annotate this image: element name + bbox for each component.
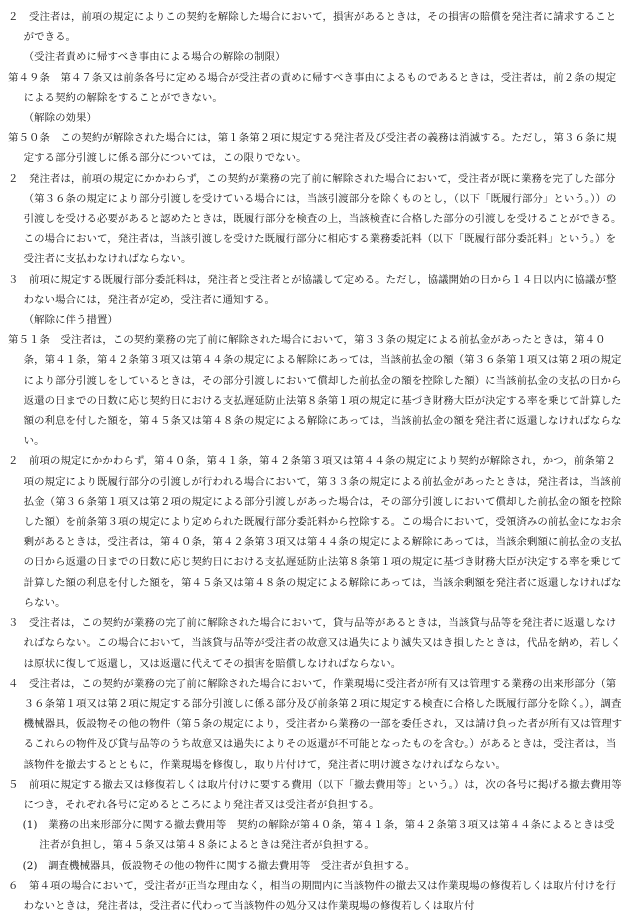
caption-article-50: （解除の効果） xyxy=(23,112,98,125)
article-51-item-2: (2) 調査機械器具，仮設物その他の物件に関する撤去費用等 受注者が負担する。 xyxy=(22,859,416,872)
article-50-para-2: ２ 発注者は，前項の規定にかかわらず，この契約が業務の完了前に解除された場合において，受注者が既に業務を完了した部分（第３６条の規定により部分引渡しを受けている場合には，当該引渡部分を除くものとし，（以下「既履行部分」という。））の引渡しを受ける必要があると認めたときは，既履行部分を検査の上，当該検査に合格した部分の引渡しを受けることができる。この場合において，発注者は，当該引渡しを受けた既履行部分に相応する業務委託料（以下「既履行部分委託料」という。）を受注者に支払わなければならない。 xyxy=(8,172,622,266)
paragraph-48-2: ２ 受注者は，前項の規定によりこの契約を解除した場合において，損害があるときは，その損害の賠償を発注者に請求することができる。 xyxy=(8,11,617,44)
article-51: 第５１条 受注者は，この契約業務の完了前に解除された場合において，第３３条の規定による前払金があったときは，第４０条，第４１条，第４２条第３項又は第４４条の規定による解除にあっては，当該前払金の額（第３６条第１項又は第２項の規定により部分引渡しをしているときは，その部分引渡しにおいて償却した前払金の額を控除した額）に当該前払金の支払の日から返還の日までの日数に応じ契約日における支払遅延防止法第８条第１項の規定に基づき財務大臣が決定する率を乗じて計算した額の利息を付した額を，第４５条又は第４８条の規定による解除にあっては，当該前払金の額を発注者に返還しなければならない。 xyxy=(8,334,622,448)
article-51-para-2: ２ 前項の規定にかかわらず，第４０条，第４１条，第４２条第３項又は第４４条の規定により契約が解除され，かつ，前条第２項の規定により既履行部分の引渡しが行われる場合において，第３３条の規定による前払金があったときは，発注者は，当該前払金（第３６条第１項又は第２項の規定による部分引渡しがあった場合は，その部分引渡しにおいて償却した前払金の額を控除した額）を前条第３項の規定により定められた既履行部分委託料から控除する。この場合において，受領済みの前払金になお余剰があるときは，受注者は，第４０条，第４２条第３項又は第４４条の規定による解除にあっては，当該余剰額に前払金の支払の日から返還の日までの日数に応じ契約日における支払遅延防止法第８条第１項の規定に基づき財務大臣が決定する率を乗じて計算した額の利息を付した額を，第４５条又は第４８条の規定による解除にあっては，当該余剰額を発注者に返還しなければならない。 xyxy=(8,455,622,609)
article-51-item-1: (1) 業務の出来形部分に関する撤去費用等 契約の解除が第４０条，第４１条，第４２条第３項又は第４４条によるときは受注者が負担し，第４５条又は第４８条によるときは発注者が負担する。 xyxy=(22,819,615,852)
article-51-para-4: ４ 受注者は，この契約が業務の完了前に解除された場合において，作業現場に受注者が所有又は管理する業務の出来形部分（第３６条第１項又は第２項に規定する部分引渡しに係る部分及び前条第２項に規定する検査に合格した既履行部分を除く。），調査機械器具，仮設物その他の物件（第５条の規定により，受注者から業務の一部を委任され，又は請け負った者が所有又は管理するこれらの物件及び貸与品等のうち故意又は過失によりその返還が不可能となったものを含む。）があるときは，受注者は，当該物件を撤去するとともに，作業現場を修復し，取り片付けて，発注者に明け渡さなければならない。 xyxy=(8,677,623,771)
caption-article-49: （受注者責めに帰すべき事由による場合の解除の制限） xyxy=(23,51,286,64)
article-51-para-3: ３ 受注者は，この契約が業務の完了前に解除された場合において，貸与品等があるときは，当該貸与品等を発注者に返還しなければならない。この場合において，当該貸与品等が受注者の故意又は過失により滅失又はき損したときは，代品を納め，若しくは原状に復して返還し，又は返還に代えてその損害を賠償しなければならない。 xyxy=(8,617,621,670)
article-51-para-6: ６ 第４項の場合において，受注者が正当な理由なく，相当の期間内に当該物件の撤去又は作業現場の修復若しくは取片付けを行わないときは，発注者は，受注者に代わって当該物件の処分又は作業現場の修復若しくは取片付 xyxy=(8,879,617,912)
article-50-para-3: ３ 前項に規定する既履行部分委託料は，発注者と受注者とが協議して定める。ただし，協議開始の日から１４日以内に協議が整わない場合には，発注者が定め，受注者に通知する。 xyxy=(8,273,617,306)
article-51-para-5: ５ 前項に規定する撤去又は修復若しくは取片付けに要する費用（以下「撤去費用等」という。）は，次の各号に掲げる撤去費用等につき，それぞれ各号に定めるところにより発注者又は受注者が負担する。 xyxy=(8,778,622,811)
article-50: 第５０条 この契約が解除された場合には，第１条第２項に規定する発注者及び受注者の義務は消滅する。ただし，第３６条に規定する部分引渡しに係る部分については，この限りでない。 xyxy=(8,132,617,165)
article-49: 第４９条 第４７条又は前条各号に定める場合が受注者の責めに帰すべき事由によるものであるときは，受注者は，前２条の規定による契約の解除をすることができない。 xyxy=(8,71,617,104)
caption-article-51: （解除に伴う措置） xyxy=(23,314,119,327)
